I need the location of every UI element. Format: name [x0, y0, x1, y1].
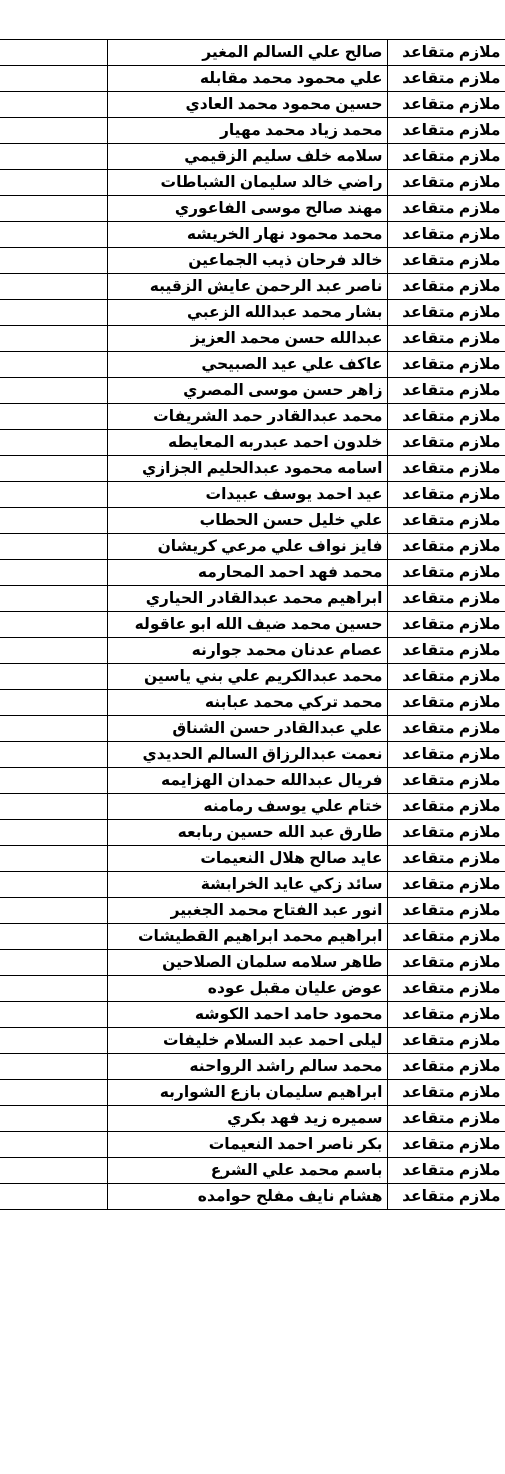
roster-body: [0, 40, 505, 1210]
empty-cell: [0, 482, 107, 508]
empty-cell: [0, 1158, 107, 1184]
table-row: [0, 898, 505, 924]
rank-cell: ملازم متقاعد: [387, 1080, 505, 1106]
table-row: [0, 794, 505, 820]
rank-cell: ملازم متقاعد: [387, 872, 505, 898]
rank-cell: ملازم متقاعد: [387, 144, 505, 170]
name-cell: فايز نواف علي مرعي كريشان: [107, 534, 387, 560]
table-row: [0, 482, 505, 508]
empty-cell: [0, 118, 107, 144]
table-row: [0, 716, 505, 742]
name-cell: اسامه محمود عبدالحليم الجزازي: [107, 456, 387, 482]
table-row: [0, 352, 505, 378]
empty-cell: [0, 950, 107, 976]
table-row: [0, 378, 505, 404]
empty-cell: [0, 92, 107, 118]
name-cell: محمد عبدالقادر حمد الشريفات: [107, 404, 387, 430]
name-cell: خالد فرحان ذيب الجماعين: [107, 248, 387, 274]
empty-cell: [0, 326, 107, 352]
name-cell: عايد صالح هلال النعيمات: [107, 846, 387, 872]
empty-cell: [0, 768, 107, 794]
name-cell: نعمت عبدالرزاق السالم الحديدي: [107, 742, 387, 768]
name-cell: ابراهيم محمد ابراهيم القطيشات: [107, 924, 387, 950]
name-cell: عوض عليان مقبل عوده: [107, 976, 387, 1002]
name-cell: خلدون احمد عبدربه المعايطه: [107, 430, 387, 456]
table-row: [0, 560, 505, 586]
rank-cell: ملازم متقاعد: [387, 326, 505, 352]
rank-cell: ملازم متقاعد: [387, 664, 505, 690]
empty-cell: [0, 352, 107, 378]
rank-cell: ملازم متقاعد: [387, 300, 505, 326]
empty-cell: [0, 1184, 107, 1210]
rank-cell: ملازم متقاعد: [387, 378, 505, 404]
rank-cell: ملازم متقاعد: [387, 898, 505, 924]
empty-cell: [0, 300, 107, 326]
rank-cell: ملازم متقاعد: [387, 170, 505, 196]
name-cell: محمود حامد احمد الكوشه: [107, 1002, 387, 1028]
table-row: [0, 196, 505, 222]
empty-cell: [0, 1028, 107, 1054]
name-cell: ابراهيم محمد عبدالقادر الحياري: [107, 586, 387, 612]
rank-cell: ملازم متقاعد: [387, 118, 505, 144]
empty-cell: [0, 170, 107, 196]
roster-sheet: [0, 39, 505, 1210]
table-row: [0, 144, 505, 170]
rank-cell: ملازم متقاعد: [387, 742, 505, 768]
rank-cell: ملازم متقاعد: [387, 248, 505, 274]
name-cell: مهند صالح موسى الفاعوري: [107, 196, 387, 222]
rank-cell: ملازم متقاعد: [387, 482, 505, 508]
name-cell: ابراهيم سليمان بازع الشواربه: [107, 1080, 387, 1106]
table-row: [0, 300, 505, 326]
name-cell: محمد زياد محمد مهيار: [107, 118, 387, 144]
rank-cell: ملازم متقاعد: [387, 66, 505, 92]
table-row: [0, 170, 505, 196]
name-cell: انور عبد الفتاح محمد الجغبير: [107, 898, 387, 924]
rank-cell: ملازم متقاعد: [387, 768, 505, 794]
name-cell: محمد محمود نهار الخريشه: [107, 222, 387, 248]
empty-cell: [0, 430, 107, 456]
table-row: [0, 690, 505, 716]
table-row: [0, 638, 505, 664]
empty-cell: [0, 1106, 107, 1132]
roster-table: [0, 39, 505, 1210]
empty-cell: [0, 742, 107, 768]
name-cell: هشام نايف مفلح حوامده: [107, 1184, 387, 1210]
name-cell: عصام عدنان محمد جوارنه: [107, 638, 387, 664]
empty-cell: [0, 872, 107, 898]
rank-cell: ملازم متقاعد: [387, 846, 505, 872]
name-cell: زاهر حسن موسى المصري: [107, 378, 387, 404]
rank-cell: ملازم متقاعد: [387, 1158, 505, 1184]
empty-cell: [0, 456, 107, 482]
table-row: [0, 846, 505, 872]
empty-cell: [0, 378, 107, 404]
rank-cell: ملازم متقاعد: [387, 924, 505, 950]
table-row: [0, 40, 505, 66]
name-cell: فريال عبدالله حمدان الهزايمه: [107, 768, 387, 794]
table-row: [0, 404, 505, 430]
rank-cell: ملازم متقاعد: [387, 534, 505, 560]
name-cell: محمد تركي محمد عبابنه: [107, 690, 387, 716]
name-cell: سائد زكي عايد الخرابشة: [107, 872, 387, 898]
empty-cell: [0, 196, 107, 222]
table-row: [0, 430, 505, 456]
table-row: [0, 248, 505, 274]
table-row: [0, 872, 505, 898]
table-row: [0, 820, 505, 846]
empty-cell: [0, 794, 107, 820]
rank-cell: ملازم متقاعد: [387, 1028, 505, 1054]
empty-cell: [0, 586, 107, 612]
table-row: [0, 1028, 505, 1054]
name-cell: محمد فهد احمد المحارمه: [107, 560, 387, 586]
table-row: [0, 950, 505, 976]
rank-cell: ملازم متقاعد: [387, 92, 505, 118]
rank-cell: ملازم متقاعد: [387, 1106, 505, 1132]
empty-cell: [0, 612, 107, 638]
empty-cell: [0, 66, 107, 92]
empty-cell: [0, 508, 107, 534]
rank-cell: ملازم متقاعد: [387, 820, 505, 846]
rank-cell: ملازم متقاعد: [387, 1132, 505, 1158]
table-row: [0, 1158, 505, 1184]
table-row: [0, 664, 505, 690]
empty-cell: [0, 638, 107, 664]
empty-cell: [0, 846, 107, 872]
name-cell: علي محمود محمد مقابله: [107, 66, 387, 92]
rank-cell: ملازم متقاعد: [387, 456, 505, 482]
rank-cell: ملازم متقاعد: [387, 404, 505, 430]
rank-cell: ملازم متقاعد: [387, 1184, 505, 1210]
empty-cell: [0, 40, 107, 66]
table-row: [0, 612, 505, 638]
table-row: [0, 534, 505, 560]
table-row: [0, 92, 505, 118]
table-row: [0, 1054, 505, 1080]
rank-cell: ملازم متقاعد: [387, 794, 505, 820]
rank-cell: ملازم متقاعد: [387, 40, 505, 66]
empty-cell: [0, 274, 107, 300]
table-row: [0, 456, 505, 482]
empty-cell: [0, 924, 107, 950]
table-row: [0, 274, 505, 300]
rank-cell: ملازم متقاعد: [387, 1054, 505, 1080]
empty-cell: [0, 664, 107, 690]
name-cell: ليلى احمد عبد السلام خليفات: [107, 1028, 387, 1054]
name-cell: حسين محمود محمد العادي: [107, 92, 387, 118]
rank-cell: ملازم متقاعد: [387, 690, 505, 716]
empty-cell: [0, 1080, 107, 1106]
empty-cell: [0, 248, 107, 274]
rank-cell: ملازم متقاعد: [387, 1002, 505, 1028]
name-cell: سميره زيد فهد بكري: [107, 1106, 387, 1132]
table-row: [0, 586, 505, 612]
name-cell: عاكف علي عيد الصبيحي: [107, 352, 387, 378]
rank-cell: ملازم متقاعد: [387, 586, 505, 612]
empty-cell: [0, 820, 107, 846]
rank-cell: ملازم متقاعد: [387, 222, 505, 248]
table-row: [0, 1106, 505, 1132]
table-row: [0, 924, 505, 950]
table-row: [0, 1184, 505, 1210]
name-cell: سلامه خلف سليم الزقيمي: [107, 144, 387, 170]
empty-cell: [0, 144, 107, 170]
table-row: [0, 118, 505, 144]
name-cell: عبدالله حسن محمد العزيز: [107, 326, 387, 352]
table-row: [0, 1080, 505, 1106]
empty-cell: [0, 560, 107, 586]
table-row: [0, 508, 505, 534]
empty-cell: [0, 690, 107, 716]
name-cell: ناصر عبد الرحمن عايش الزقيبه: [107, 274, 387, 300]
name-cell: محمد عبدالكريم علي بني ياسين: [107, 664, 387, 690]
name-cell: طاهر سلامه سلمان الصلاحين: [107, 950, 387, 976]
rank-cell: ملازم متقاعد: [387, 950, 505, 976]
table-row: [0, 742, 505, 768]
rank-cell: ملازم متقاعد: [387, 612, 505, 638]
empty-cell: [0, 534, 107, 560]
table-row: [0, 1132, 505, 1158]
name-cell: محمد سالم راشد الرواحنه: [107, 1054, 387, 1080]
name-cell: صالح علي السالم المغير: [107, 40, 387, 66]
table-row: [0, 66, 505, 92]
empty-cell: [0, 222, 107, 248]
rank-cell: ملازم متقاعد: [387, 560, 505, 586]
rank-cell: ملازم متقاعد: [387, 508, 505, 534]
name-cell: بشار محمد عبدالله الزعبي: [107, 300, 387, 326]
table-row: [0, 1002, 505, 1028]
empty-cell: [0, 1132, 107, 1158]
rank-cell: ملازم متقاعد: [387, 716, 505, 742]
table-row: [0, 976, 505, 1002]
table-row: [0, 326, 505, 352]
rank-cell: ملازم متقاعد: [387, 352, 505, 378]
name-cell: راضي خالد سليمان الشباطات: [107, 170, 387, 196]
name-cell: بكر ناصر احمد النعيمات: [107, 1132, 387, 1158]
name-cell: عيد احمد يوسف عبيدات: [107, 482, 387, 508]
empty-cell: [0, 716, 107, 742]
name-cell: علي خليل حسن الحطاب: [107, 508, 387, 534]
name-cell: حسين محمد ضيف الله ابو عاقوله: [107, 612, 387, 638]
empty-cell: [0, 404, 107, 430]
empty-cell: [0, 976, 107, 1002]
empty-cell: [0, 898, 107, 924]
rank-cell: ملازم متقاعد: [387, 976, 505, 1002]
rank-cell: ملازم متقاعد: [387, 196, 505, 222]
name-cell: طارق عبد الله حسين ربابعه: [107, 820, 387, 846]
rank-cell: ملازم متقاعد: [387, 274, 505, 300]
table-row: [0, 768, 505, 794]
name-cell: باسم محمد علي الشرع: [107, 1158, 387, 1184]
name-cell: علي عبدالقادر حسن الشناق: [107, 716, 387, 742]
empty-cell: [0, 1054, 107, 1080]
name-cell: ختام علي يوسف رمامنه: [107, 794, 387, 820]
rank-cell: ملازم متقاعد: [387, 430, 505, 456]
table-row: [0, 222, 505, 248]
rank-cell: ملازم متقاعد: [387, 638, 505, 664]
empty-cell: [0, 1002, 107, 1028]
